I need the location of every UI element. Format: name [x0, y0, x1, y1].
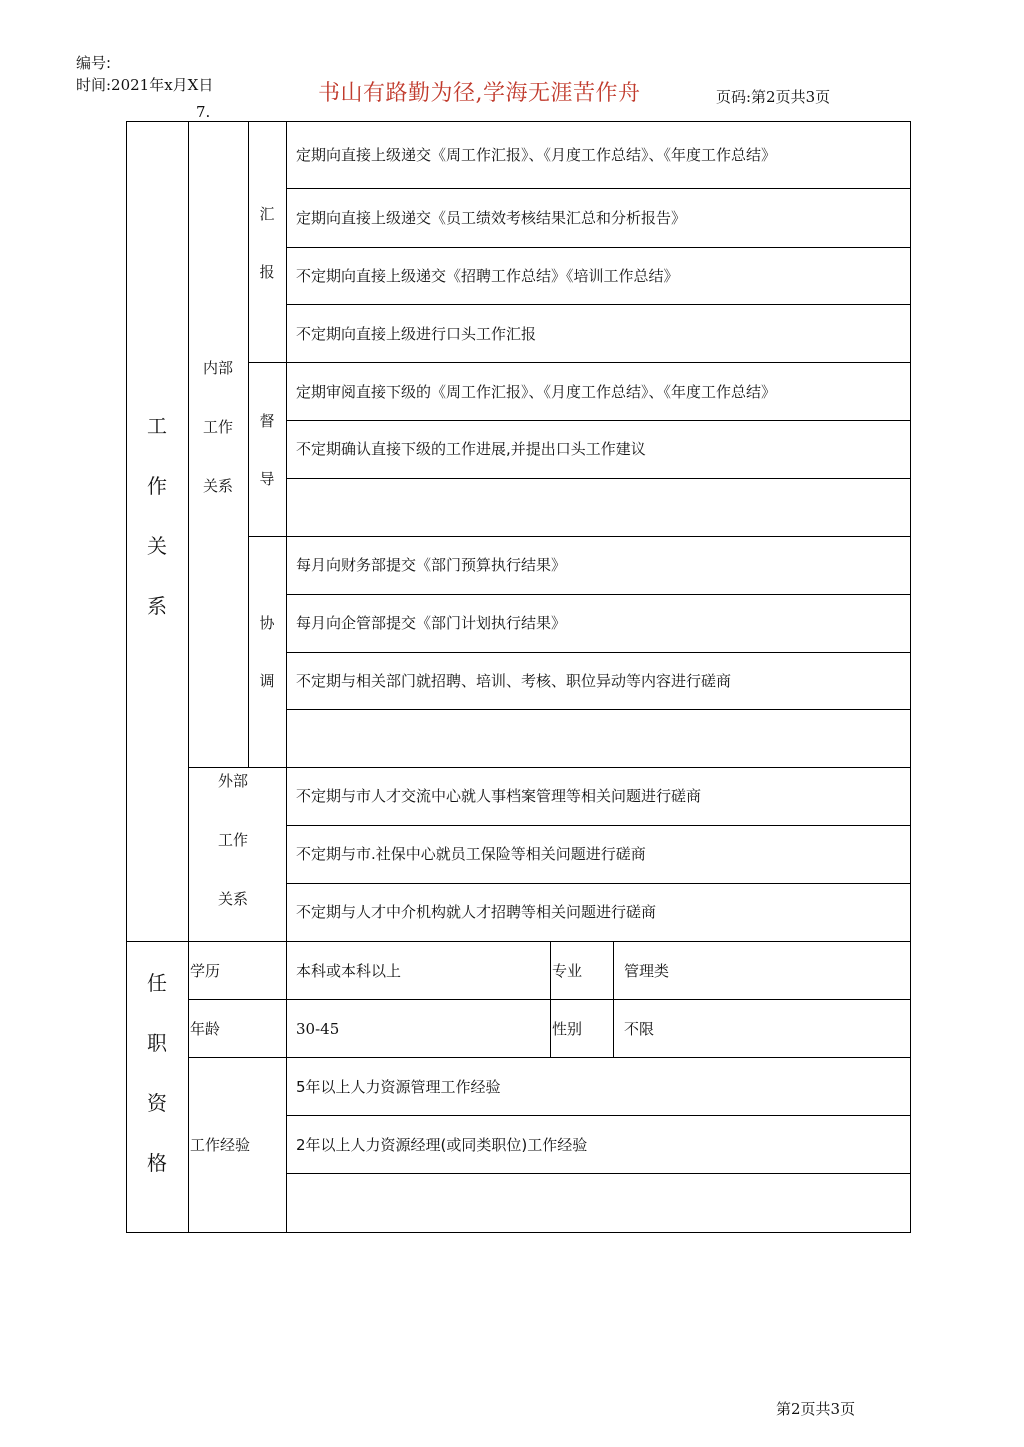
page-number-footer: 第2页共3页	[776, 1400, 856, 1418]
coordinate-item: 每月向财务部提交《部门预算执行结果》	[296, 556, 567, 574]
supervise-item: 不定期确认直接下级的工作进展,并提出口头工作建议	[296, 440, 646, 458]
age-label: 年龄	[190, 1020, 221, 1038]
education-value: 本科或本科以上	[296, 962, 402, 980]
document-number-label: 编号:	[76, 54, 112, 72]
gender-value: 不限	[624, 1020, 655, 1038]
label-char: 调	[259, 672, 275, 690]
external-item: 不定期与市.社保中心就员工保险等相关问题进行磋商	[296, 845, 646, 863]
title-char: 格	[147, 1151, 167, 1175]
age-value: 30-45	[296, 1020, 340, 1038]
label-char: 协	[259, 614, 275, 632]
coordinate-item: 每月向企管部提交《部门计划执行结果》	[296, 614, 567, 632]
section-number: 7.	[196, 103, 211, 121]
label-char: 汇	[259, 205, 275, 223]
report-item: 不定期向直接上级递交《招聘工作总结》《培训工作总结》	[296, 267, 679, 285]
page-number-header: 页码:第2页共3页	[716, 88, 831, 106]
experience-item: 2年以上人力资源经理(或同类职位)工作经验	[296, 1136, 588, 1154]
external-item: 不定期与人才中介机构就人才招聘等相关问题进行磋商	[296, 903, 657, 921]
experience-label: 工作经验	[190, 1136, 251, 1154]
label-line: 工作	[202, 418, 233, 436]
external-item: 不定期与市人才交流中心就人事档案管理等相关问题进行磋商	[296, 787, 702, 805]
supervise-item: 定期审阅直接下级的《周工作汇报》、《月度工作总结》、《年度工作总结》	[296, 383, 777, 401]
gender-label: 性别	[552, 1020, 583, 1038]
title-char: 职	[147, 1031, 167, 1055]
experience-item: 5年以上人力资源管理工作经验	[296, 1078, 501, 1096]
internal-relations-label	[188, 357, 248, 534]
supervise-label	[248, 410, 286, 526]
title-char: 系	[147, 594, 167, 618]
label-char: 督	[259, 412, 275, 430]
coordinate-label	[248, 612, 286, 728]
label-char: 导	[259, 470, 275, 488]
title-char: 资	[147, 1091, 167, 1115]
title-char: 作	[147, 474, 167, 498]
report-label	[248, 203, 286, 319]
label-line: 外部	[217, 772, 248, 790]
major-value: 管理类	[624, 962, 670, 980]
report-item: 定期向直接上级递交《员工绩效考核结果汇总和分析报告》	[296, 209, 687, 227]
label-char: 报	[259, 263, 275, 281]
label-line: 工作	[217, 831, 248, 849]
major-label: 专业	[552, 962, 583, 980]
education-label: 学历	[190, 962, 221, 980]
report-item: 定期向直接上级递交《周工作汇报》、《月度工作总结》、《年度工作总结》	[296, 146, 777, 164]
title-char: 任	[147, 971, 167, 995]
date-line: 时间:2021年x月X日	[76, 76, 214, 94]
report-item: 不定期向直接上级进行口头工作汇报	[296, 325, 537, 343]
title-char: 工	[147, 414, 167, 438]
qualifications-title	[126, 967, 188, 1207]
title-char: 关	[147, 534, 167, 558]
label-line: 关系	[217, 890, 248, 908]
coordinate-item: 不定期与相关部门就招聘、培训、考核、职位异动等内容进行磋商	[296, 672, 732, 690]
motto-heading: 书山有路勤为径,学海无涯苦作舟	[318, 81, 641, 106]
label-line: 内部	[202, 359, 233, 377]
work-relations-title	[126, 410, 188, 650]
external-relations-label	[188, 770, 278, 947]
label-line: 关系	[202, 477, 233, 495]
